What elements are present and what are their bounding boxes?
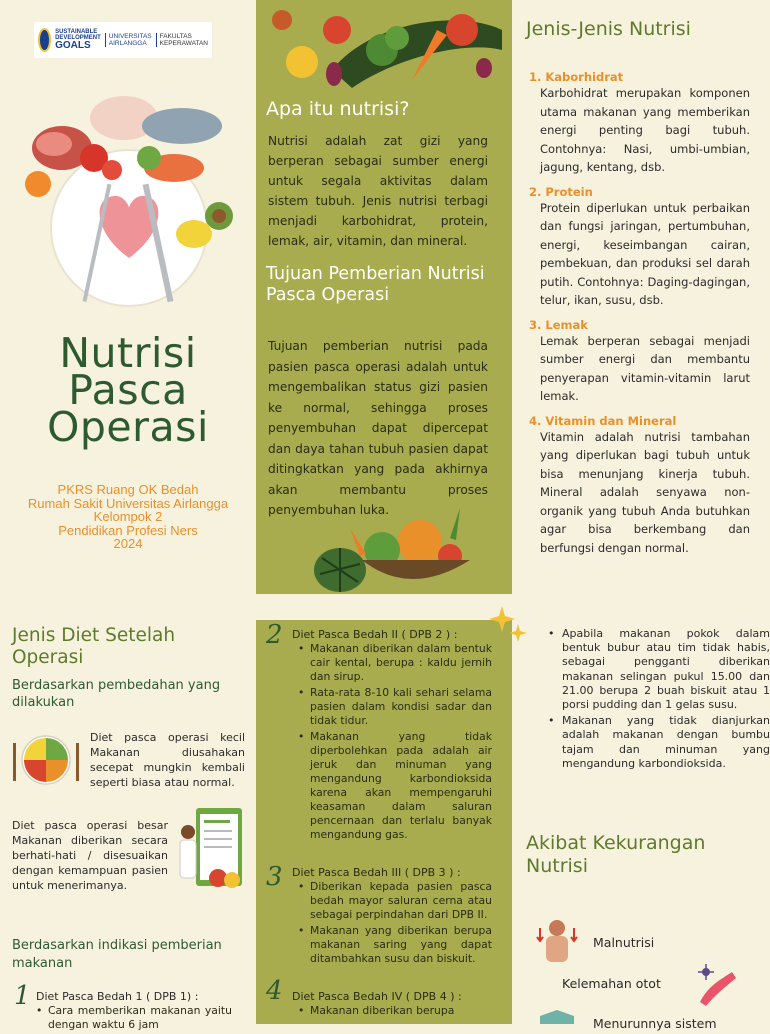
dpb4-number: 4 — [266, 976, 283, 1006]
akibat-item: Malnutrisi — [593, 935, 655, 950]
list-item: • Makanan yang tidak diperbolehkan pada adalah air jeruk dan minuman yang mengandung karbondioksida karena akan mempengaruhi keasaman dalam saluran pencernaan dan terlalu banyak mengandung gas. — [298, 730, 492, 842]
diet-plan-clipboard-icon — [174, 804, 246, 890]
dpb1-number: 1 — [14, 981, 31, 1011]
university-seal-icon — [38, 28, 51, 52]
dpb2-title: Diet Pasca Bedah II ( DPB 2 ) : — [292, 628, 458, 641]
list-item: • Apabila makanan pokok dalam bentuk bubur atau tim tidak habis, sebagai pengganti diberikan makanan selingan pukul 15.00 dan 21.00 berupa 2 buah biskuit atau 1 porsi pudding dan 1 gelas susu. — [548, 627, 770, 712]
akibat-item: Kelemahan otot — [562, 976, 661, 991]
akibat-heading: Akibat Kekurangan Nutrisi — [526, 832, 706, 877]
akibat-item: Menurunnya sistem — [593, 1016, 717, 1031]
diet-kecil-text: Diet pasca operasi kecil Makanan diusahakan secepat mungkin kembali seperti biasa atau normal. — [90, 731, 245, 789]
apa-itu-heading: Apa itu nutrisi? — [266, 98, 410, 120]
dpb4-list — [298, 1004, 492, 1020]
sdg-logo: SUSTAINABLE DEVELOPMENT GOALS — [55, 29, 101, 51]
list-item: • Diberikan kepada pasien pasca bedah mayor saluran cerna atau sebagai perpindahan dari DPB II. — [298, 880, 492, 922]
sparkle-icon — [488, 604, 528, 644]
apa-itu-body: Nutrisi adalah zat gizi yang berperan sebagai sumber energi untuk segala aktivitas dalam sistem tubuh. Jenis nutrisi terbagi menjadi karbohidrat, protein, lemak, air, vitamin, dan mineral. — [268, 134, 488, 248]
diet-plate-icon — [10, 733, 82, 787]
jenis-nutrisi-heading: Jenis-Jenis Nutrisi — [526, 18, 691, 40]
list-item: • Makanan diberikan berupa — [298, 1004, 492, 1018]
list-item: • Makanan diberikan dalam bentuk cair kental, berupa : kaldu jernih dan sirup. — [298, 642, 492, 684]
list-item: • Cara memberikan makanan yaitu dengan waktu 6 jam — [36, 1004, 232, 1032]
tujuan-body: Tujuan pemberian nutrisi pada pasien pasca operasi adalah untuk mengembalikan status gizi pasien ke normal, sehingga proses penyembuhan dapat dipercepat dan daya tahan tubuh pasien dapat ditingkatkan yang pada akhirnya akan membantu proses penyembuhan luka. — [268, 339, 488, 517]
jenis-diet-subheading-1: Berdasarkan pembedahan yang dilakukan — [12, 678, 221, 710]
vegetable-bowl-illustration — [310, 498, 480, 594]
jenis-diet-subheading-2: Berdasarkan indikasi pemberian makanan — [12, 938, 222, 971]
dpb3-list — [298, 880, 492, 968]
faculty-name: FAKULTAS KEPERAWATAN — [156, 33, 208, 47]
dpb3-title: Diet Pasca Bedah III ( DPB 3 ) : — [292, 866, 461, 879]
logo-bar — [34, 22, 212, 58]
list-item: • Rata-rata 8-10 kali sehari selama pasien dalam kondisi sadar dan tidak tidur. — [298, 686, 492, 728]
list-item: 4. Vitamin dan Mineral Vitamin adalah nutrisi tambahan yang diperlukan bagi tubuh untuk bisa menunjang kinerja tubuh. Mineral adalah senyawa non-organik yang tubuh Anda butuhkan agar bisa berkembang dan berfungsi dengan normal. — [529, 413, 750, 555]
dpb2-number: 2 — [266, 620, 283, 650]
dpb3-number: 3 — [266, 862, 283, 892]
diet-besar-text: Diet pasca operasi besar Makanan diberikan secara berhati-hati / disesuaikan dengan kemampuan pasien untuk menerimanya. — [12, 819, 168, 892]
dpb1-list — [36, 1004, 232, 1034]
poster-title: Nutrisi Pasca Operasi — [47, 329, 209, 451]
tujuan-heading: Tujuan Pemberian Nutrisi Pasca Operasi — [266, 264, 485, 305]
list-item: 3. Lemak Lemak berperan sebagai menjadi sumber energi dan membantu penyerapan vitamin-vitamin larut lemak. — [529, 317, 750, 403]
list-item: 1. Kaborhidrat Karbohidrat merupakan komponen utama makanan yang memberikan energi penting bagi tubuh. Contohnya: Nasi, umbi-umbian, jagung, kentang, dsb. — [529, 70, 750, 174]
shield-icon — [536, 1008, 578, 1024]
dpb4-title: Diet Pasca Bedah IV ( DPB 4 ) : — [292, 990, 462, 1003]
list-item: • Makanan yang diberikan berupa makanan saring yang dapat ditambahkan susu dan biskuit. — [298, 924, 492, 966]
list-item: • Makanan yang tidak dianjurkan adalah makanan dengan bumbu tajam dan minuman yang mengandung karbondioksida. — [548, 714, 770, 771]
vegetables-illustration — [262, 0, 512, 92]
list-item: 2. Protein Protein diperlukan untuk perbaikan dan fungsi jaringan, pertumbuhan, energi, keseimbangan cairan, pembekuan, dan produksi sel darah putih. Contohnya: Daging-dagingan, telur, ikan, susu, dsb. — [529, 184, 750, 307]
credits-block: PKRS Ruang OK Bedah Rumah Sakit Universitas Airlangga Kelompok 2 Pendidikan Profesi Ners 2024 — [27, 482, 229, 551]
jenis-nutrisi-list — [524, 70, 750, 565]
food-plate-illustration — [14, 88, 244, 316]
muscle-icon — [694, 962, 738, 1008]
dpb1-title: Diet Pasca Bedah 1 ( DPB 1) : — [36, 990, 199, 1003]
jenis-diet-heading: Jenis Diet Setelah Operasi — [12, 625, 176, 668]
dpb2-list — [298, 642, 492, 844]
university-name: UNIVERSITAS AIRLANGGA — [105, 33, 152, 47]
malnutrition-person-icon — [536, 918, 578, 964]
dpb-lanjutan-list — [548, 627, 770, 773]
